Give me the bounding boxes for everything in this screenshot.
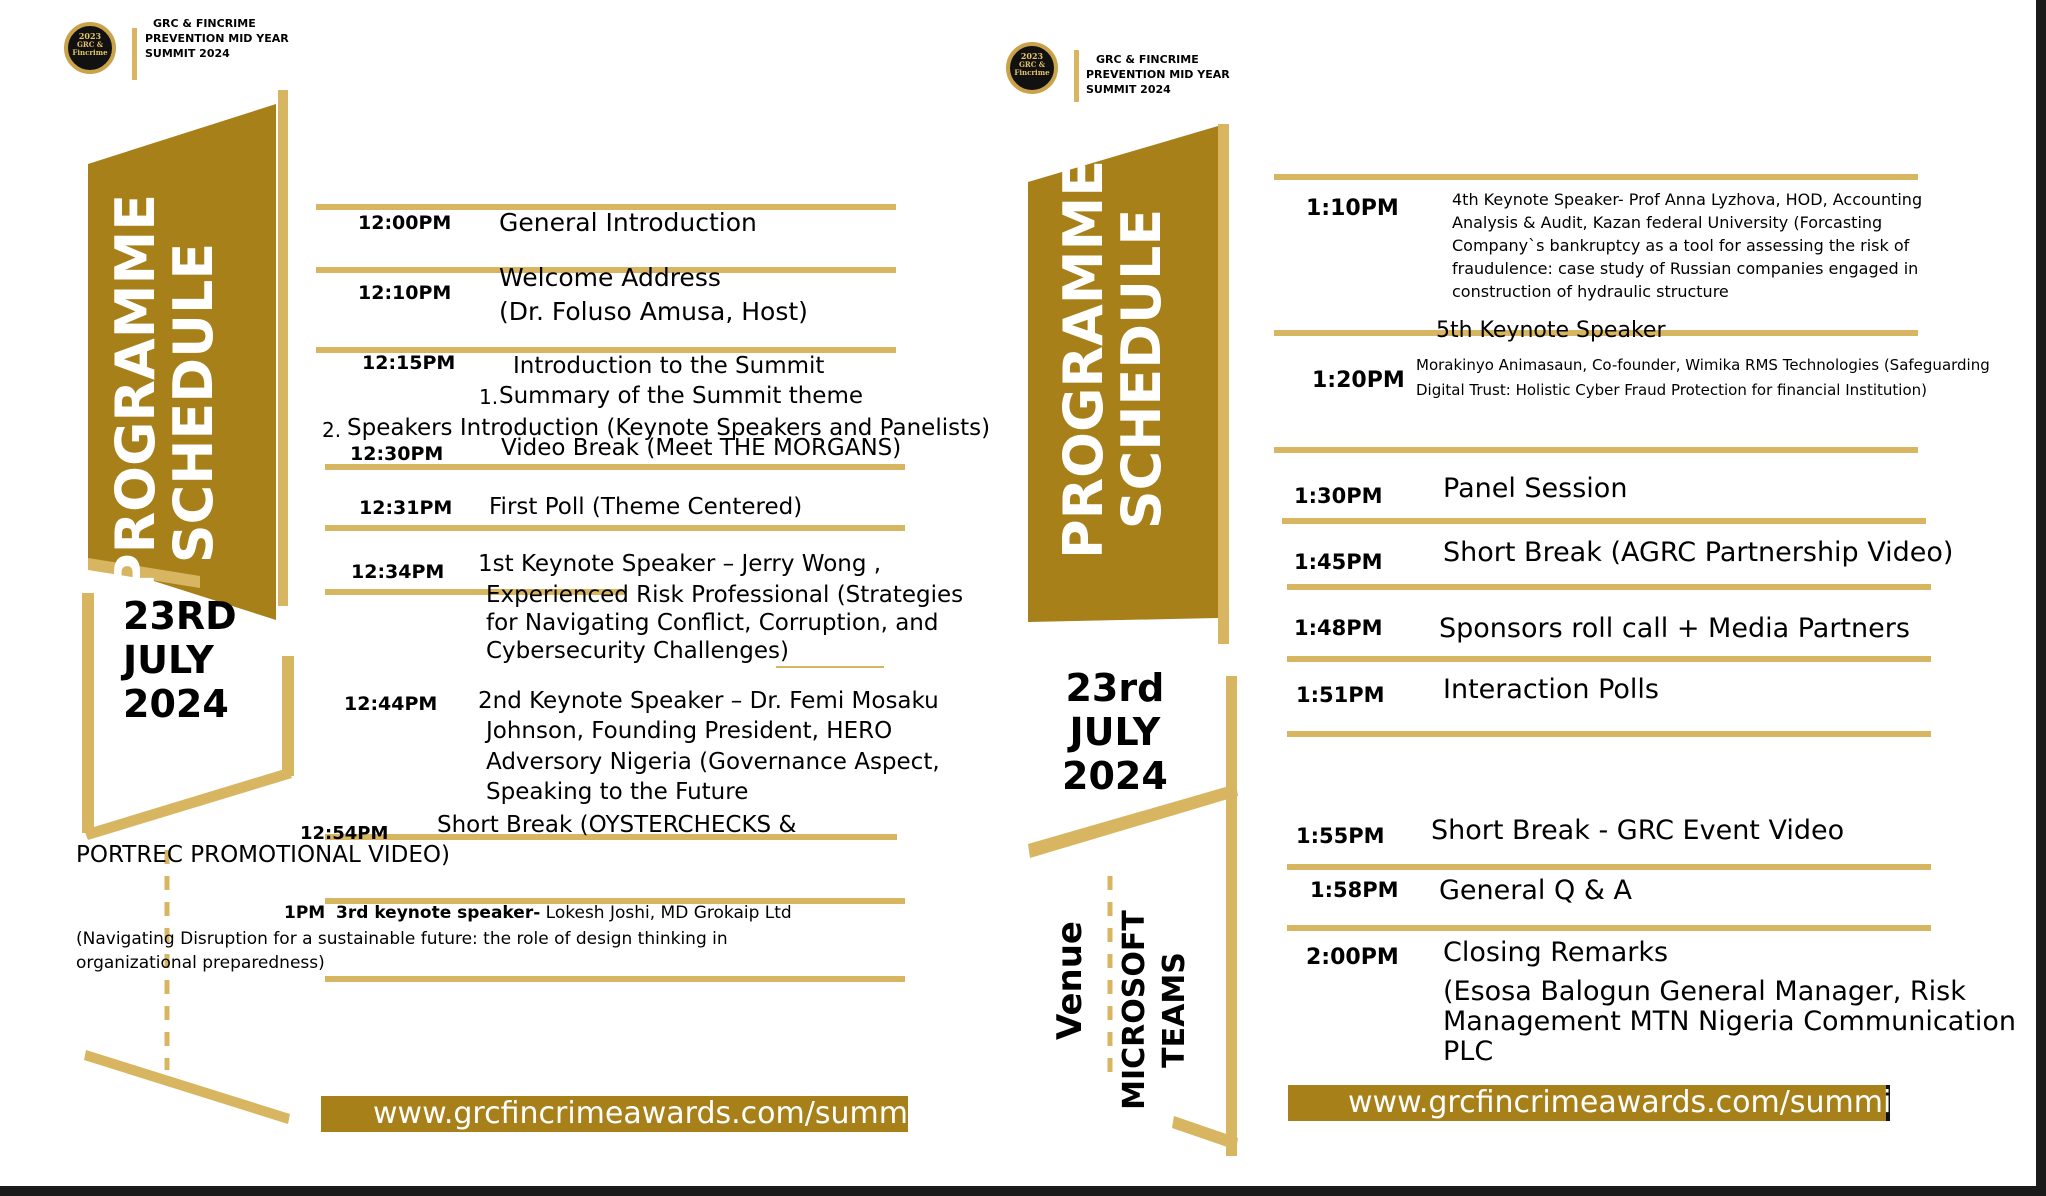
item-detail: Adversory Nigeria (Governance Aspect, (486, 749, 940, 775)
item-title: Video Break (Meet THE MORGANS) (501, 435, 902, 461)
item-detail: Johnson, Founding President, HERO (486, 718, 893, 744)
item-detail: Cybersecurity Challenges) (486, 638, 789, 664)
time-label: 1:10PM (1306, 196, 1399, 221)
left-banner-title: PROGRAMME SCHEDULE (104, 193, 225, 593)
time-label: 12:30PM (350, 443, 444, 465)
item-detail: PLC (1443, 1036, 1494, 1067)
time-label: 12:34PM (351, 561, 445, 583)
divider (1287, 731, 1931, 737)
item-detail: 4th Keynote Speaker- Prof Anna Lyzhova, HOD, Accounting (1452, 190, 1923, 209)
right-event-date: 23rd JULY 2024 (1062, 666, 1168, 798)
time-label: 1:55PM (1296, 824, 1385, 848)
item-title: Closing Remarks (1443, 937, 1669, 968)
item-title: 1st Keynote Speaker – Jerry Wong , (478, 551, 882, 577)
item-detail: Speakers Introduction (Keynote Speakers and Panelists) (347, 415, 991, 441)
divider (325, 525, 905, 531)
time-label: 12:44PM (344, 693, 438, 715)
venue-name: MICROSOFT TEAMS (1117, 910, 1192, 1110)
logo-divider (1074, 50, 1079, 102)
item-title: 2nd Keynote Speaker – Dr. Femi Mosaku (478, 688, 939, 714)
time-label: 1:20PM (1312, 368, 1405, 393)
item-detail: Company`s bankruptcy as a tool for assessing the risk of (1452, 236, 1910, 255)
time-label: 2:00PM (1306, 945, 1399, 970)
time-label: 12:00PM (358, 212, 452, 234)
logo-divider (132, 28, 137, 80)
item-detail: Summary of the Summit theme (499, 383, 864, 409)
list-number: 2. (322, 418, 342, 442)
item-detail: Morakinyo Animasaun, Co-founder, Wimika RMS Technologies (Safeguarding (1416, 356, 1990, 374)
divider (325, 976, 905, 982)
divider (1274, 174, 1918, 180)
left-decor-lines (80, 850, 300, 1130)
time-label: 12:15PM (362, 352, 456, 374)
item-detail: PORTREC PROMOTIONAL VIDEO) (76, 842, 450, 868)
divider-thin (776, 666, 884, 668)
speaker-label: 3rd keynote speaker- (336, 903, 541, 923)
item-detail: (Dr. Foluso Amusa, Host) (499, 297, 808, 326)
time-label: 1:51PM (1296, 683, 1385, 707)
summit-logo-right: 2023 GRC & Fincrime (1006, 42, 1058, 94)
left-event-date: 23RD JULY 2024 (123, 594, 237, 726)
speaker-name: Lokesh Joshi, MD Grokaip Ltd (545, 903, 792, 923)
item-title: Sponsors roll call + Media Partners (1439, 613, 1910, 644)
summit-logo-left: 2023 GRC & Fincrime (64, 22, 116, 74)
divider (1287, 925, 1931, 931)
venue-block (1050, 880, 1210, 1110)
summit-url-link[interactable]: www.grcfincrimeawards.com/summit (321, 1096, 908, 1132)
item-title: General Q & A (1439, 875, 1632, 906)
item-detail: Experienced Risk Professional (Strategies (486, 582, 964, 608)
summit-title-left: GRC & FINCRIME PREVENTION MID YEAR SUMMIT 2024 (145, 17, 289, 60)
divider (1287, 656, 1931, 662)
item-title: Short Break - GRC Event Video (1431, 815, 1845, 846)
summit-url-link[interactable]: www.grcfincrimeawards.com/summit (1288, 1085, 1890, 1121)
divider (1287, 864, 1931, 870)
time-label: 1:58PM (1310, 878, 1399, 902)
time-label: 1:48PM (1294, 616, 1383, 640)
time-label: 12:54PM (300, 823, 389, 844)
item-detail: Analysis & Audit, Kazan federal University (Forcasting (1452, 213, 1883, 232)
time-label: 1:30PM (1294, 484, 1383, 508)
item-title: Short Break (AGRC Partnership Video) (1443, 537, 1954, 568)
item-title: Welcome Address (499, 263, 721, 292)
item-time-speaker (284, 903, 792, 923)
item-detail: for Navigating Conflict, Corruption, and (486, 610, 939, 636)
venue-label: Venue (1050, 921, 1090, 1040)
item-title: Panel Session (1443, 473, 1628, 504)
item-detail: organizational preparedness) (76, 953, 325, 973)
divider (1274, 447, 1918, 453)
item-detail: construction of hydraulic structure (1452, 282, 1729, 301)
time-label: 1:45PM (1294, 550, 1383, 574)
item-title: Introduction to the Summit (513, 353, 825, 379)
item-title: 5th Keynote Speaker (1436, 318, 1666, 343)
list-number: 1. (479, 385, 499, 409)
item-detail: (Esosa Balogun General Manager, Risk (1443, 976, 1966, 1007)
item-detail: Management MTN Nigeria Communication (1443, 1006, 2016, 1037)
divider (1282, 518, 1926, 524)
item-detail: Digital Trust: Holistic Cyber Fraud Protection for financial Institution) (1416, 381, 1927, 399)
time-label: 12:31PM (359, 497, 453, 519)
time-label: 1PM (284, 903, 326, 923)
item-title: Short Break (OYSTERCHECKS & (437, 812, 797, 838)
divider (1287, 584, 1931, 590)
item-detail: Speaking to the Future (486, 779, 749, 805)
item-title: General Introduction (499, 208, 757, 237)
time-label: 12:10PM (358, 282, 452, 304)
item-detail: (Navigating Disruption for a sustainable future: the role of design thinking in (76, 929, 728, 949)
right-banner-title: PROGRAMME SCHEDULE (1052, 159, 1173, 559)
item-title: First Poll (Theme Centered) (489, 494, 803, 520)
item-title: Interaction Polls (1443, 674, 1659, 705)
item-detail: fraudulence: case study of Russian companies engaged in (1452, 259, 1919, 278)
summit-title-right: GRC & FINCRIME PREVENTION MID YEAR SUMMIT 2024 (1086, 53, 1230, 96)
